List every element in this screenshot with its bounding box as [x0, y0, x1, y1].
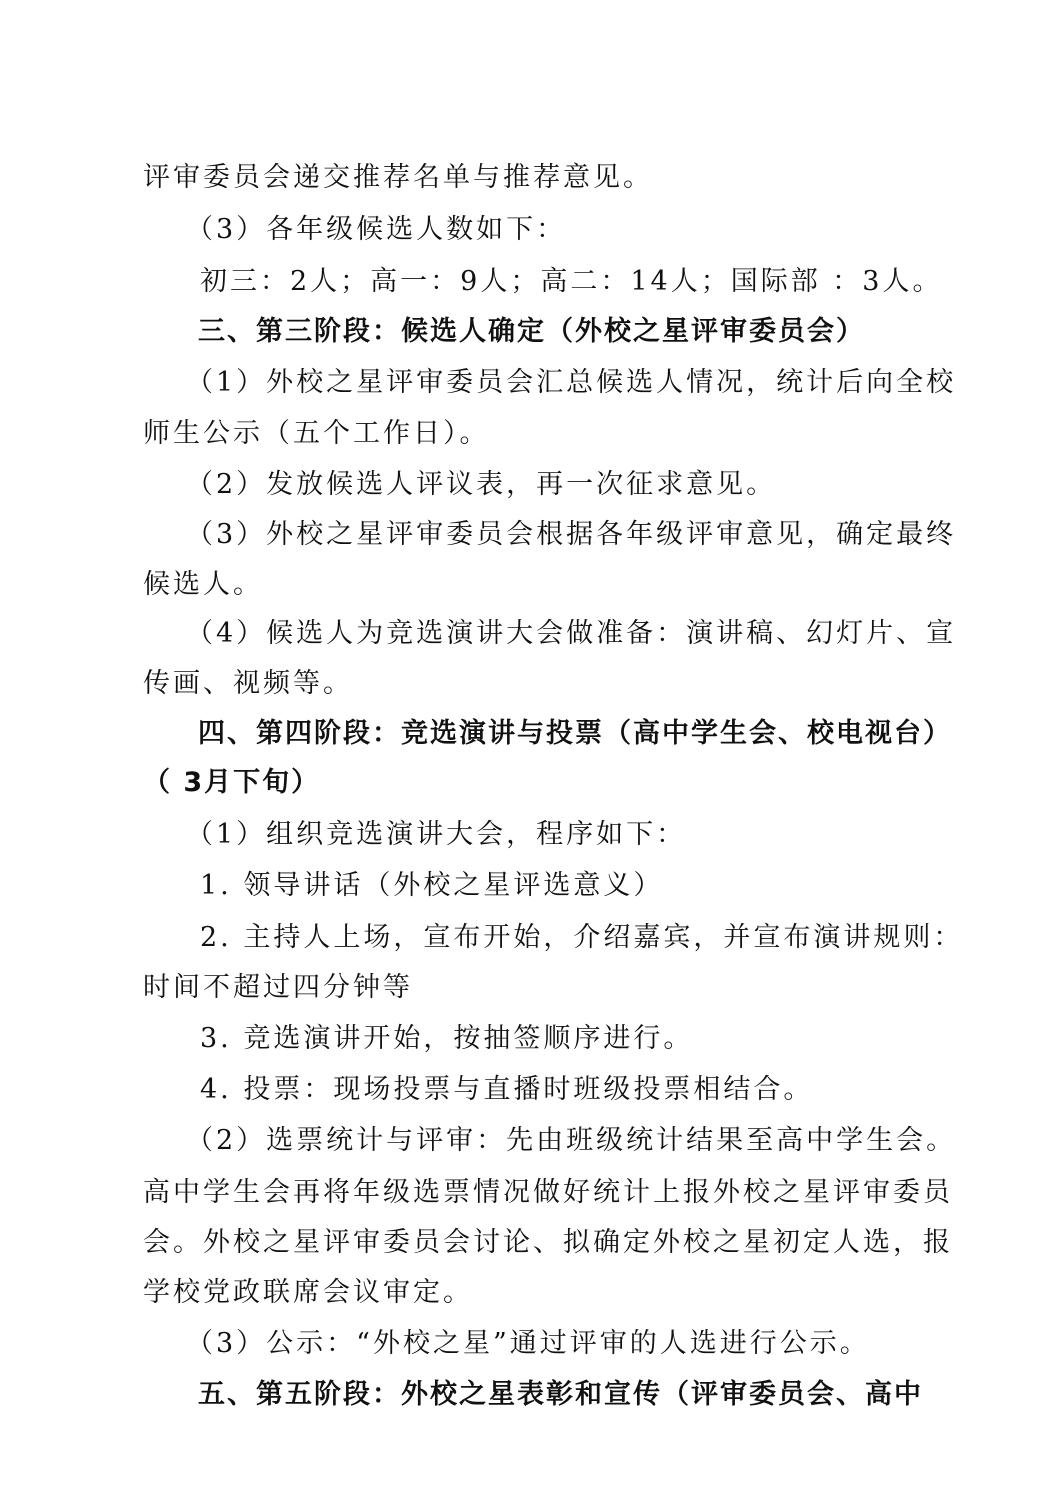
- paragraph-line: 师生公示（五个工作日）。: [143, 418, 490, 449]
- paragraph-line: 候选人。: [143, 569, 263, 600]
- list-item: 4. 投票：现场投票与直播时班级投票相结合。: [200, 1074, 814, 1105]
- paragraph-line: （4）候选人为竞选演讲大会做准备：演讲稿、幻灯片、宣: [186, 618, 957, 649]
- paragraph-line: （2）发放候选人评议表，再一次征求意见。: [186, 469, 777, 500]
- paragraph-line: （2）选票统计与评审：先由班级统计结果至高中学生会。: [186, 1125, 957, 1156]
- paragraph-line: （1）组织竞选演讲大会，程序如下：: [186, 819, 687, 850]
- paragraph-line: （3）各年级候选人数如下：: [186, 214, 567, 245]
- candidate-count-line: 初三：2人；高一：9人；高二：14人；国际部 ：3人。: [200, 266, 943, 297]
- paragraph-line: （3）外校之星评审委员会根据各年级评审意见，确定最终: [186, 519, 957, 550]
- paragraph-line: 时间不超过四分钟等: [143, 972, 413, 1003]
- paragraph-line: （1）外校之星评审委员会汇总候选人情况，统计后向全校: [186, 367, 957, 398]
- list-item: 2. 主持人上场，宣布开始，介绍嘉宾，并宣布演讲规则：: [200, 922, 964, 953]
- section-heading: 五、第五阶段：外校之星表彰和宣传（评审委员会、高中: [198, 1379, 923, 1410]
- paragraph-line: 高中学生会再将年级选票情况做好统计上报外校之星评审委员: [143, 1177, 953, 1208]
- paragraph-line: 学校党政联席会议审定。: [143, 1277, 473, 1308]
- paragraph-line: 会。外校之星评审委员会讨论、拟确定外校之星初定人选，报: [143, 1227, 953, 1258]
- section-heading-date: （ 3月下旬）: [143, 767, 321, 798]
- list-item: 3. 竞选演讲开始，按抽签顺序进行。: [200, 1023, 694, 1054]
- section-heading: 三、第三阶段：候选人确定（外校之星评审委员会）: [198, 316, 865, 347]
- paragraph-line: 评审委员会递交推荐名单与推荐意见。: [143, 162, 653, 193]
- paragraph-line: （3）公示：“外校之星”通过评审的人选进行公示。: [186, 1328, 870, 1359]
- section-heading: 四、第四阶段：竞选演讲与投票（高中学生会、校电视台）: [198, 718, 952, 749]
- list-item: 1. 领导讲话（外校之星评选意义）: [200, 870, 664, 901]
- paragraph-line: 传画、视频等。: [143, 668, 353, 699]
